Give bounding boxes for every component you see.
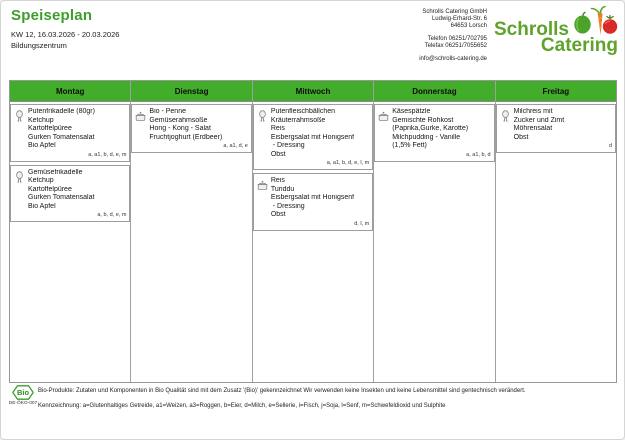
meal-card xyxy=(253,173,373,231)
allergen-codes: d xyxy=(608,143,613,149)
dish-line: Kartoffelpüree xyxy=(28,185,72,193)
day-header: Dienstag xyxy=(131,81,251,102)
day-meal-list xyxy=(131,102,251,382)
day-column xyxy=(374,81,495,382)
drumstick-icon xyxy=(500,110,511,122)
day-meal-list xyxy=(374,102,494,382)
dish-line: Ketchup xyxy=(28,177,54,184)
drumstick-icon xyxy=(14,171,25,183)
dish-line: Kartoffelpüree xyxy=(28,125,72,132)
dish-line: - Dressing xyxy=(270,202,305,210)
dish-line: Zucker und Zimt xyxy=(513,116,565,124)
dish-line: Obst xyxy=(270,150,286,158)
pot-icon xyxy=(135,110,146,122)
day-meal-list xyxy=(253,102,373,382)
company-info xyxy=(419,9,487,63)
dish-line: Bio - Penne xyxy=(149,108,186,115)
allergen-codes: a, a1, d, e xyxy=(223,143,248,149)
meal-card xyxy=(10,165,130,223)
day-column xyxy=(496,81,616,382)
company-street: Ludwig-Erhard-Str. 6 xyxy=(431,16,487,22)
logo-text-catering: Catering xyxy=(540,35,618,56)
dish-line: Eisbergsalat mit Honigsenf xyxy=(270,133,355,141)
dish-line: Eisbergsalat mit Honigsenf xyxy=(270,194,355,201)
day-header: Montag xyxy=(10,81,130,102)
day-header: Donnerstag xyxy=(374,81,494,102)
document-header xyxy=(11,7,119,50)
bio-seal-icon xyxy=(12,385,34,400)
location-name: Bildungszentrum xyxy=(11,41,67,50)
allergen-codes: d, l, m xyxy=(354,220,370,227)
meal-card xyxy=(496,104,616,153)
week-range: KW 12, 16.03.2026 - 20.03.2026 xyxy=(11,30,120,39)
dish-lines xyxy=(271,108,370,159)
dish-line: (1,5% Fett) xyxy=(392,142,427,149)
bio-products-note: Bio-Produkte: Zutaten und Komponenten in Bio Qualität sind mit dem Zusatz '(Bio)' gekennzeichnet Wir verwenden keine Insekten und keine Lebensmittel sind gentechnisch verändert. xyxy=(38,388,526,394)
dish-lines xyxy=(149,108,248,142)
dish-line: Gemüserahmsoße xyxy=(149,116,208,124)
pot-icon xyxy=(257,179,268,191)
dish-line: Milchreis mit xyxy=(513,108,553,115)
company-city: 64653 Lorsch xyxy=(450,23,487,29)
dish-line: Gurken Tomatensalat xyxy=(28,133,95,141)
dish-line: Bio Apfel xyxy=(28,202,56,210)
dish-lines xyxy=(514,108,613,142)
company-phone: Telefon 06251/702795 xyxy=(427,36,487,42)
dish-line: Obst xyxy=(270,211,286,218)
allergen-codes: a, b, d, e, m xyxy=(97,212,127,218)
allergen-codes: a, a1, b, d, e, l, m xyxy=(326,160,370,166)
allergen-codes: a, a1, b, d, e, m xyxy=(88,151,127,158)
drumstick-icon xyxy=(257,110,268,122)
dish-lines xyxy=(392,108,491,151)
meal-card xyxy=(374,104,494,162)
day-header: Freitag xyxy=(496,81,616,102)
dish-lines xyxy=(28,169,127,212)
menu-table xyxy=(9,80,617,383)
brand-logo xyxy=(494,5,618,59)
bio-seal-label: Bio xyxy=(16,388,30,398)
logo-text-schrolls: Schrolls xyxy=(494,19,569,40)
allergen-codes: a, a1, b, d xyxy=(466,151,491,158)
dish-lines xyxy=(28,108,127,151)
dish-line: Bio Apfel xyxy=(28,142,56,149)
pot-icon xyxy=(378,110,389,122)
dish-lines xyxy=(271,177,370,220)
meal-card xyxy=(10,104,130,162)
day-meal-list xyxy=(10,102,130,382)
dish-line: Hong - Kong - Salat xyxy=(149,125,211,132)
allergen-legend: Kennzeichnung: a=Glutenhaltiges Getreide, a1=Weizen, a3=Roggen, b=Eier, d=Milch, e=Sellerie, i=Fisch, j=Soja, l=Senf, m=Schwefeldioxid und Sulphite xyxy=(38,403,446,409)
company-email: info@schrolls-catering.de xyxy=(419,56,487,62)
page-title: Speiseplan xyxy=(11,7,93,24)
dish-line: Gemüsefrikadelle xyxy=(28,168,83,176)
day-column xyxy=(10,81,131,382)
dish-line: - Dressing xyxy=(270,142,305,149)
dish-line: Reis xyxy=(270,125,285,132)
dish-line: Gemischte Rohkost xyxy=(392,116,454,124)
meal-card xyxy=(253,104,373,170)
day-column xyxy=(131,81,252,382)
company-name: Schrolls Catering GmbH xyxy=(422,9,487,15)
dish-line: Käsespätzle xyxy=(392,108,431,115)
day-header: Mittwoch xyxy=(253,81,373,102)
bio-control-code: DE-ÖKO-007 xyxy=(8,401,38,406)
dish-line: Ketchup xyxy=(28,116,54,124)
day-meal-list xyxy=(496,102,616,382)
dish-line: Reis xyxy=(270,177,285,184)
dish-line: Milchpudding - Vanille xyxy=(392,133,461,141)
dish-line: Putenfrikadelle (80gr) xyxy=(28,108,95,115)
company-fax: Telefax 06251/7055652 xyxy=(424,43,487,49)
dish-line: Möhrensalat xyxy=(513,125,553,132)
dish-line: Fruchtjoghurt (Erdbeer) xyxy=(149,133,223,141)
dish-line: Turiddu xyxy=(270,185,295,193)
dish-line: Obst xyxy=(513,133,529,141)
dish-line: Putenfleischbällchen xyxy=(270,108,336,115)
dish-line: Gurken Tomatensalat xyxy=(28,194,95,201)
meal-card xyxy=(131,104,251,153)
drumstick-icon xyxy=(14,110,25,122)
day-column xyxy=(253,81,374,382)
dish-line: Kräuterrahmsoße xyxy=(270,116,326,124)
dish-line: (Paprika,Gurke, Karotte) xyxy=(392,125,469,132)
